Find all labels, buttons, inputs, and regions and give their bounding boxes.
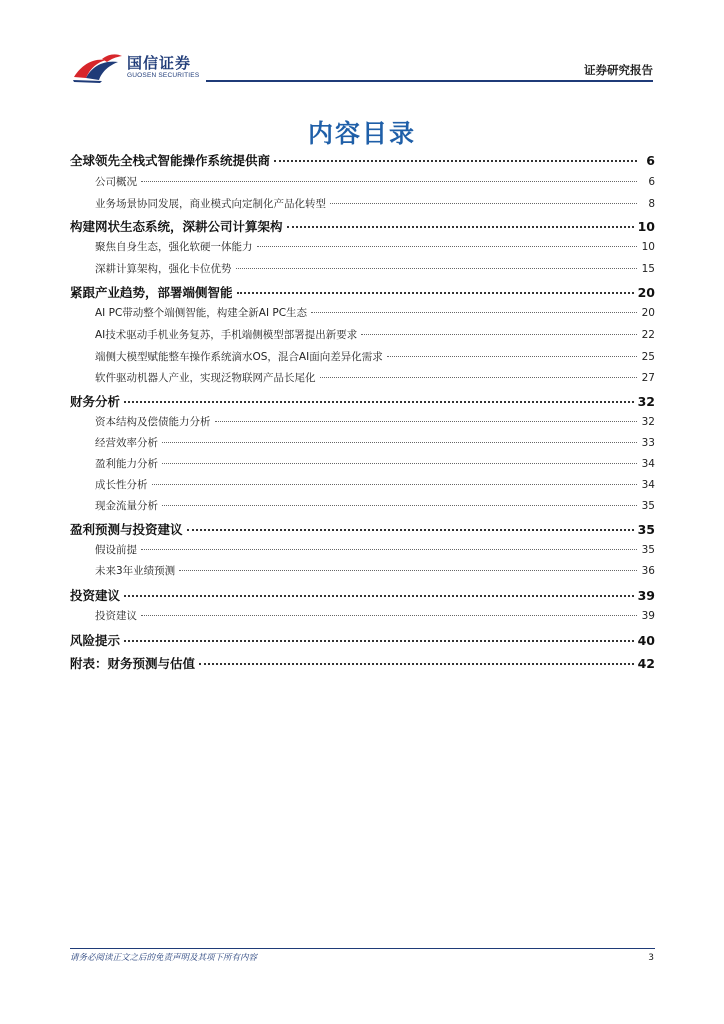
toc-dot-leader [361, 334, 637, 335]
toc-entry-page: 10 [637, 219, 655, 234]
toc-entry-page: 20 [637, 285, 655, 300]
header-divider [206, 80, 653, 82]
toc-entry-page: 39 [641, 610, 655, 622]
toc-entry-title: 投资建议 [95, 610, 137, 622]
toc-entry-title: 盈利能力分析 [95, 458, 158, 470]
toc-subsection-entry[interactable] [70, 370, 655, 385]
toc-entry-page: 8 [648, 198, 655, 210]
toc-dot-leader [179, 570, 637, 571]
toc-section-entry[interactable] [70, 520, 655, 538]
toc-subsection-entry[interactable] [70, 477, 655, 492]
toc-dot-leader [162, 442, 637, 443]
toc-entry-page: 34 [641, 479, 655, 491]
toc-dot-leader [162, 463, 637, 464]
toc-section-entry[interactable] [70, 631, 655, 649]
toc-entry-title: 附表：财务预测与估值 [70, 656, 196, 671]
logo-english-name: GUOSEN SECURITIES [127, 72, 200, 79]
toc-dot-leader [141, 615, 637, 616]
report-type-label: 证券研究报告 [584, 63, 653, 77]
toc-entry-title: 投资建议 [70, 588, 121, 603]
toc-entry-title: 聚焦自身生态，强化软硬一体能力 [95, 241, 253, 253]
toc-dot-leader [236, 268, 638, 269]
toc-dot-leader [199, 663, 634, 665]
toc-entry-title: 深耕计算架构，强化卡位优势 [95, 263, 232, 275]
toc-dot-leader [274, 160, 637, 162]
toc-entry-title: 财务分析 [70, 394, 121, 409]
guosen-logo [72, 50, 222, 86]
toc-section-entry[interactable] [70, 283, 655, 301]
toc-entry-page: 27 [641, 372, 655, 384]
toc-entry-page: 10 [641, 241, 655, 253]
toc-entry-page: 25 [641, 351, 655, 363]
toc-dot-leader [162, 505, 637, 506]
toc-dot-leader [320, 377, 638, 378]
toc-entry-title: 资本结构及偿债能力分析 [95, 416, 211, 428]
toc-dot-leader [311, 312, 637, 313]
toc-entry-title: 成长性分析 [95, 479, 148, 491]
toc-entry-page: 32 [637, 394, 655, 409]
toc-subsection-entry[interactable] [70, 542, 655, 557]
page-title: 内容目录 [307, 119, 416, 148]
toc-dot-leader [124, 595, 634, 597]
toc-dot-leader [141, 549, 637, 550]
page-number: 3 [648, 953, 654, 963]
toc-entry-page: 6 [646, 153, 655, 168]
toc-section-entry[interactable] [70, 217, 655, 235]
toc-entry-title: 现金流量分析 [95, 500, 158, 512]
toc-subsection-entry[interactable] [70, 414, 655, 429]
toc-dot-leader [124, 401, 634, 403]
toc-entry-title: AI PC带动整个端侧智能，构建全新AI PC生态 [95, 307, 308, 319]
toc-entry-page: 34 [641, 458, 655, 470]
toc-entry-title: 紧跟产业趋势，部署端侧智能 [70, 285, 233, 300]
logo-chinese-name: 国信证券 [127, 54, 192, 72]
disclaimer-note: 请务必阅读正文之后的免责声明及其项下所有内容 [70, 953, 258, 963]
page-header [0, 0, 724, 90]
toc-entry-title: 软件驱动机器人产业，实现泛物联网产品长尾化 [95, 372, 316, 384]
toc-subsection-entry[interactable] [70, 349, 655, 364]
toc-entry-title: 风险提示 [70, 633, 121, 648]
toc-entry-page: 22 [641, 329, 655, 341]
toc-subsection-entry[interactable] [70, 239, 655, 254]
toc-dot-leader [387, 356, 637, 357]
toc-section-entry[interactable] [70, 392, 655, 410]
toc-entry-page: 39 [637, 588, 655, 603]
toc-subsection-entry[interactable] [70, 435, 655, 450]
toc-entry-title: AI技术驱动手机业务复苏，手机端侧模型部署提出新要求 [95, 329, 358, 341]
toc-subsection-entry[interactable] [70, 196, 655, 211]
toc-entry-page: 32 [641, 416, 655, 428]
toc-subsection-entry[interactable] [70, 261, 655, 276]
toc-section-entry[interactable] [70, 151, 655, 169]
toc-entry-title: 业务场景协同发展，商业模式向定制化产品化转型 [95, 198, 326, 210]
toc-dot-leader [237, 292, 634, 294]
toc-section-entry[interactable] [70, 586, 655, 604]
toc-subsection-entry[interactable] [70, 608, 655, 623]
toc-entry-title: 公司概况 [95, 176, 137, 188]
toc-entry-title: 端侧大模型赋能整车操作系统滴水OS，混合AI面向差异化需求 [95, 351, 383, 363]
toc-section-entry[interactable] [70, 654, 655, 672]
toc-subsection-entry[interactable] [70, 498, 655, 513]
toc-dot-leader [330, 203, 637, 204]
toc-entry-page: 36 [641, 565, 655, 577]
toc-entry-title: 未来3年业绩预测 [95, 565, 176, 577]
toc-subsection-entry[interactable] [70, 174, 655, 189]
toc-dot-leader [215, 421, 638, 422]
toc-dot-leader [187, 529, 634, 531]
footer-divider [70, 948, 655, 949]
toc-entry-title: 构建网状生态系统，深耕公司计算架构 [70, 219, 283, 234]
toc-entry-title: 假设前提 [95, 544, 137, 556]
toc-subsection-entry[interactable] [70, 456, 655, 471]
toc-entry-title: 盈利预测与投资建议 [70, 522, 183, 537]
toc-entry-page: 40 [637, 633, 655, 648]
guosen-logo-icon [72, 50, 124, 84]
toc-dot-leader [124, 640, 634, 642]
toc-entry-title: 经营效率分析 [95, 437, 158, 449]
toc-entry-page: 20 [641, 307, 655, 319]
toc-entry-page: 35 [637, 522, 655, 537]
toc-subsection-entry[interactable] [70, 305, 655, 320]
toc-dot-leader [141, 181, 637, 182]
toc-subsection-entry[interactable] [70, 563, 655, 578]
toc-dot-leader [257, 246, 638, 247]
toc-entry-page: 42 [637, 656, 655, 671]
toc-subsection-entry[interactable] [70, 327, 655, 342]
toc-entry-page: 33 [641, 437, 655, 449]
toc-entry-page: 35 [641, 544, 655, 556]
toc-entry-title: 全球领先全栈式智能操作系统提供商 [70, 153, 271, 168]
toc-dot-leader [287, 226, 634, 228]
toc-entry-page: 15 [641, 263, 655, 275]
toc-entry-page: 35 [641, 500, 655, 512]
toc-dot-leader [152, 484, 638, 485]
toc-entry-page: 6 [648, 176, 655, 188]
